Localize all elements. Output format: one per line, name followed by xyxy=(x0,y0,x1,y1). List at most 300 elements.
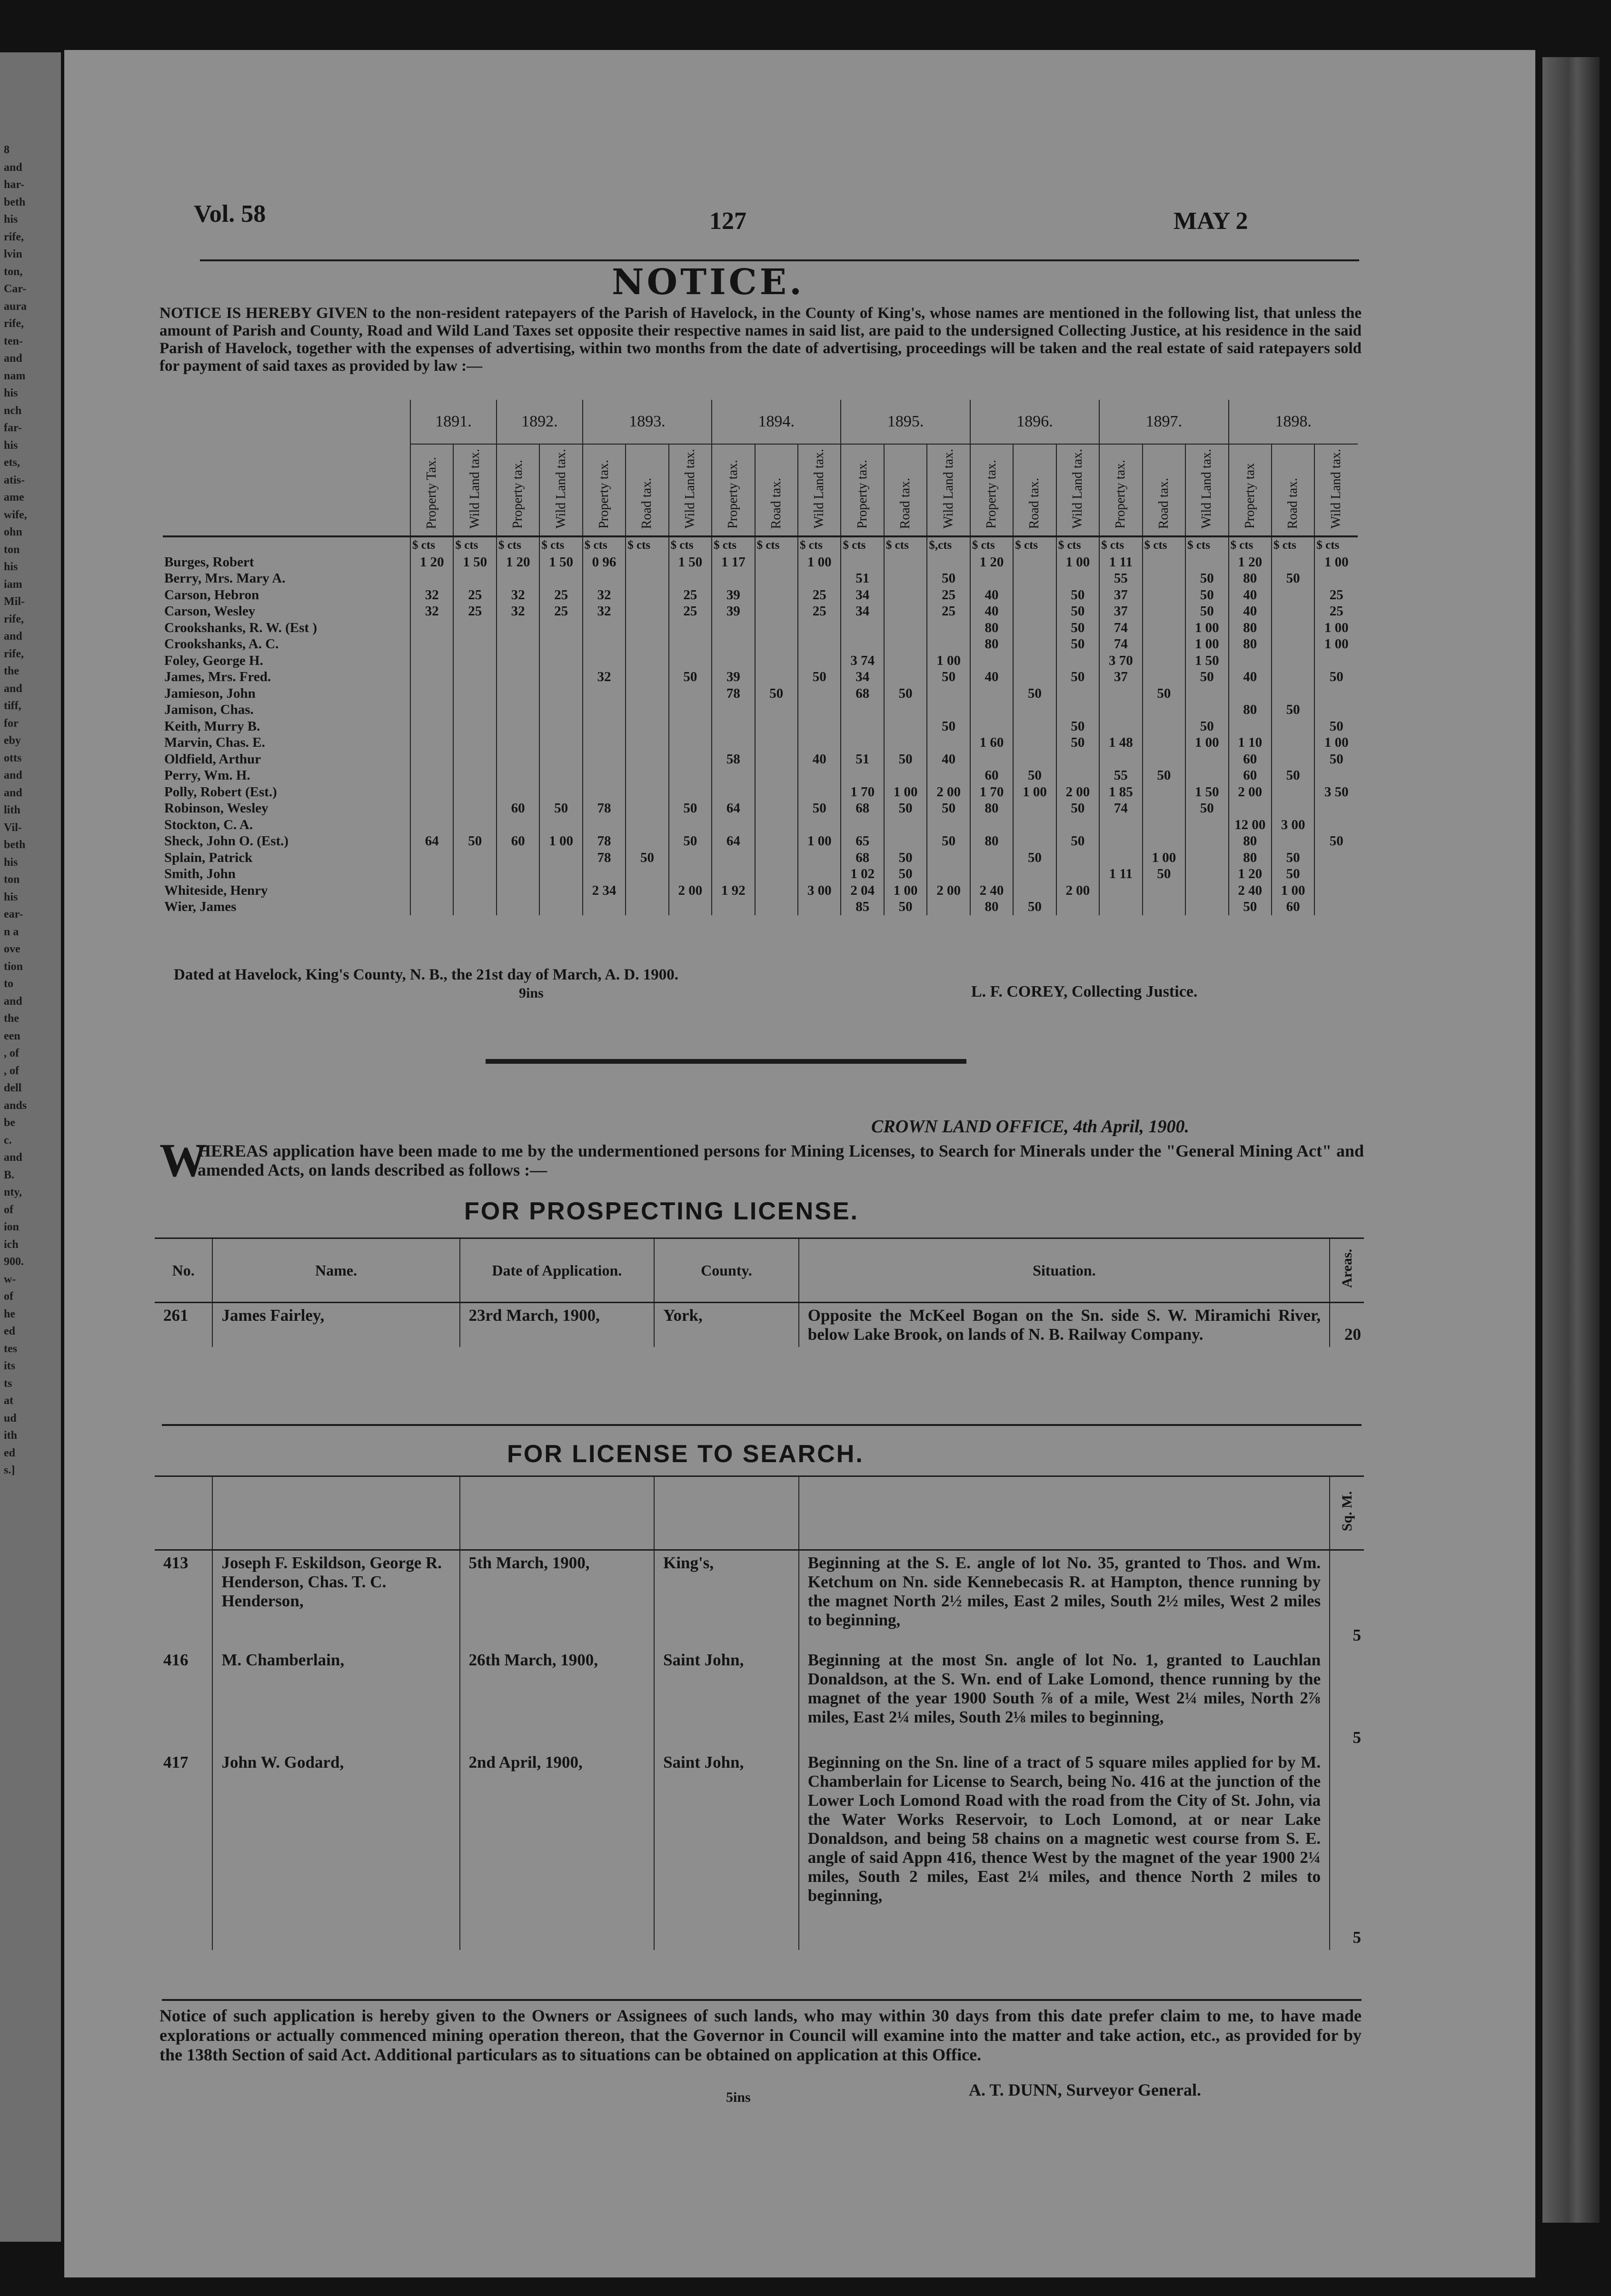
tax-amount: 50 xyxy=(1185,669,1228,685)
tax-amount: 1 00 xyxy=(1314,554,1358,571)
col-name: Name. xyxy=(212,1238,459,1303)
fragment-text: ton, xyxy=(4,265,23,278)
table-row xyxy=(163,751,1358,768)
tax-column-header: Road tax. xyxy=(1272,444,1314,536)
tax-amount xyxy=(1185,833,1228,850)
tax-amount xyxy=(755,751,798,768)
tax-amount xyxy=(841,554,884,571)
tax-amount xyxy=(1314,653,1358,669)
tax-amount xyxy=(970,702,1013,718)
tax-amount: 60 xyxy=(1229,767,1272,784)
tax-amount xyxy=(497,734,539,751)
fragment-text: ed xyxy=(4,1446,15,1459)
tax-amount xyxy=(1013,866,1056,882)
tax-amount: 32 xyxy=(497,587,539,604)
tax-amount xyxy=(497,784,539,801)
tax-amount xyxy=(539,899,582,915)
fragment-text: and xyxy=(4,995,22,1008)
tax-amount: 1 17 xyxy=(712,554,755,571)
tax-amount xyxy=(798,899,841,915)
tax-amount xyxy=(1143,570,1185,587)
tax-amount: 34 xyxy=(841,603,884,620)
tax-amount xyxy=(669,653,712,669)
tax-amount: 40 xyxy=(970,669,1013,685)
tax-amount: 50 xyxy=(1314,751,1358,768)
row-area: 5 xyxy=(1330,1750,1364,1950)
tax-amount xyxy=(626,882,668,899)
tax-column-header: Wild Land tax. xyxy=(669,444,712,536)
tax-amount xyxy=(669,767,712,784)
tax-amount: 50 xyxy=(1272,866,1314,882)
table-row xyxy=(155,1303,1364,1347)
tax-amount xyxy=(755,570,798,587)
tax-amount xyxy=(497,850,539,866)
tax-amount: 1 00 xyxy=(1314,734,1358,751)
tax-amount: 1 00 xyxy=(798,554,841,571)
table-row xyxy=(163,718,1358,735)
tax-amount xyxy=(755,734,798,751)
tax-amount xyxy=(497,899,539,915)
tax-amount xyxy=(798,653,841,669)
tax-amount: 68 xyxy=(841,685,884,702)
prospecting-heading: FOR PROSPECTING LICENSE. xyxy=(464,1197,859,1225)
tax-amount xyxy=(1185,751,1228,768)
fragment-text: ets, xyxy=(4,456,20,469)
tax-amount: 50 xyxy=(1272,850,1314,866)
search-heading: FOR LICENSE TO SEARCH. xyxy=(507,1440,864,1468)
tax-amount: 1 20 xyxy=(1229,554,1272,571)
tax-amount xyxy=(1099,899,1142,915)
tax-amount xyxy=(626,800,668,817)
tax-amount xyxy=(539,751,582,768)
tax-amount xyxy=(626,767,668,784)
fragment-text: c. xyxy=(4,1134,12,1147)
tax-amount xyxy=(1056,751,1099,768)
tax-amount: 25 xyxy=(453,603,496,620)
unit-label: $ cts xyxy=(970,536,1013,554)
tax-amount xyxy=(497,751,539,768)
fragment-text: 900. xyxy=(4,1256,24,1268)
tax-amount xyxy=(798,817,841,833)
tax-amount: 1 85 xyxy=(1099,784,1142,801)
ratepayer-name: Foley, George H. xyxy=(164,653,263,668)
tax-amount: 50 xyxy=(1272,767,1314,784)
tax-amount: 68 xyxy=(841,850,884,866)
ratepayer-name: Jamison, Chas. xyxy=(164,702,254,718)
tax-amount xyxy=(497,718,539,735)
tax-amount xyxy=(1013,554,1056,571)
unit-label: $ cts xyxy=(755,536,798,554)
year-header: 1893. xyxy=(583,400,712,444)
tax-amount xyxy=(453,636,496,653)
tax-amount xyxy=(970,850,1013,866)
tax-column-header: Wild Land tax. xyxy=(453,444,496,536)
ratepayer-name: Keith, Murry B. xyxy=(164,718,260,734)
fragment-text: ed xyxy=(4,1325,15,1337)
table-row xyxy=(163,653,1358,669)
tax-column-header: Wild Land tax. xyxy=(1056,444,1099,536)
tax-amount xyxy=(626,784,668,801)
tax-amount xyxy=(1013,620,1056,636)
tax-amount xyxy=(410,882,453,899)
tax-amount xyxy=(1272,636,1314,653)
unit-label: $ cts xyxy=(1272,536,1314,554)
tax-amount: 1 00 xyxy=(1185,620,1228,636)
tax-amount: 1 70 xyxy=(970,784,1013,801)
tax-amount xyxy=(1314,685,1358,702)
unit-label: $ cts xyxy=(669,536,712,554)
row-county: York, xyxy=(654,1303,799,1347)
tax-amount: 25 xyxy=(1314,587,1358,604)
tax-amount xyxy=(497,620,539,636)
tax-amount xyxy=(539,685,582,702)
tax-amount xyxy=(453,718,496,735)
tax-amount: 50 xyxy=(626,850,668,866)
tax-amount xyxy=(453,850,496,866)
tax-amount xyxy=(1056,850,1099,866)
fragment-text: its xyxy=(4,1360,15,1372)
tax-amount xyxy=(798,734,841,751)
tax-amount xyxy=(970,653,1013,669)
fragment-text: his xyxy=(4,891,18,903)
tax-amount: 1 10 xyxy=(1229,734,1272,751)
tax-column-header: Wild Land tax. xyxy=(798,444,841,536)
tax-amount: 78 xyxy=(583,850,626,866)
fragment-text: far- xyxy=(4,422,22,434)
page-number: 127 xyxy=(709,208,746,235)
tax-amount xyxy=(626,751,668,768)
tax-amount: 50 xyxy=(1185,587,1228,604)
tax-amount xyxy=(927,636,970,653)
tax-amount xyxy=(626,554,668,571)
tax-amount xyxy=(798,767,841,784)
tax-amount xyxy=(755,767,798,784)
tax-amount xyxy=(497,767,539,784)
tax-amount: 50 xyxy=(884,899,927,915)
tax-amount xyxy=(1314,702,1358,718)
tax-amount: 50 xyxy=(1143,685,1185,702)
row-county: Saint John, xyxy=(654,1750,799,1950)
tax-amount xyxy=(669,866,712,882)
tax-amount: 50 xyxy=(1314,833,1358,850)
tax-amount: 25 xyxy=(927,603,970,620)
tax-amount xyxy=(410,734,453,751)
tax-amount xyxy=(410,636,453,653)
tax-amount xyxy=(1013,734,1056,751)
tax-amount xyxy=(410,718,453,735)
tax-amount xyxy=(669,718,712,735)
tax-amount: 1 00 xyxy=(1314,620,1358,636)
tax-amount: 80 xyxy=(1229,850,1272,866)
tax-amount xyxy=(669,620,712,636)
tax-amount: 50 xyxy=(669,833,712,850)
fragment-text: B. xyxy=(4,1168,15,1181)
tax-amount xyxy=(583,620,626,636)
tax-amount xyxy=(927,850,970,866)
tax-amount xyxy=(712,817,755,833)
tax-amount xyxy=(755,603,798,620)
tax-column-header: Wild Land tax. xyxy=(539,444,582,536)
fragment-text: ich xyxy=(4,1238,19,1251)
tax-amount xyxy=(626,899,668,915)
tax-amount: 25 xyxy=(927,587,970,604)
issue-date: MAY 2 xyxy=(1173,208,1248,235)
fragment-text: Car- xyxy=(4,283,27,295)
tax-amount: 50 xyxy=(539,800,582,817)
fragment-text: rife, xyxy=(4,317,24,330)
tax-amount xyxy=(453,882,496,899)
tax-amount xyxy=(798,850,841,866)
tax-amount: 1 00 xyxy=(1185,636,1228,653)
fragment-text: eby xyxy=(4,734,21,747)
tax-amount xyxy=(841,620,884,636)
tax-amount xyxy=(1143,702,1185,718)
table-row xyxy=(155,1750,1364,1950)
tax-amount xyxy=(970,570,1013,587)
notice-title: NOTICE. xyxy=(612,262,805,303)
tax-amount xyxy=(497,817,539,833)
tax-amount xyxy=(1272,554,1314,571)
tax-amount xyxy=(927,817,970,833)
tax-amount: 1 50 xyxy=(1185,653,1228,669)
tax-amount: 32 xyxy=(410,587,453,604)
tax-amount: 40 xyxy=(1229,603,1272,620)
fragment-text: and xyxy=(4,769,22,782)
table-row xyxy=(163,636,1358,653)
previous-page-strip xyxy=(0,52,61,2242)
tax-amount: 50 xyxy=(1013,685,1056,702)
unit-label: $ cts xyxy=(1229,536,1272,554)
table-row xyxy=(163,866,1358,882)
ratepayer-name: Polly, Robert (Est.) xyxy=(164,784,277,800)
tax-amount: 1 11 xyxy=(1099,866,1142,882)
tax-amount xyxy=(1056,570,1099,587)
tax-amount xyxy=(410,899,453,915)
tax-amount xyxy=(410,570,453,587)
tax-amount: 50 xyxy=(884,850,927,866)
tax-amount: 50 xyxy=(927,570,970,587)
tax-amount: 50 xyxy=(1056,833,1099,850)
tax-amount: 74 xyxy=(1099,800,1142,817)
tax-amount: 3 74 xyxy=(841,653,884,669)
table-row xyxy=(163,767,1358,784)
tax-amount: 1 20 xyxy=(497,554,539,571)
tax-amount xyxy=(626,817,668,833)
table-row xyxy=(163,570,1358,587)
tax-amount xyxy=(755,620,798,636)
tax-amount: 78 xyxy=(583,833,626,850)
tax-amount: 2 04 xyxy=(841,882,884,899)
tax-amount xyxy=(927,554,970,571)
fragment-text: ith xyxy=(4,1429,18,1442)
unit-label: $ cts xyxy=(497,536,539,554)
tax-amount: 2 40 xyxy=(970,882,1013,899)
tax-amount: 3 70 xyxy=(1099,653,1142,669)
tax-amount: 60 xyxy=(970,767,1013,784)
tax-amount: 39 xyxy=(712,603,755,620)
tax-amount xyxy=(539,767,582,784)
tax-amount xyxy=(1143,800,1185,817)
tax-amount xyxy=(453,669,496,685)
tax-amount: 40 xyxy=(1229,587,1272,604)
tax-amount xyxy=(1229,653,1272,669)
unit-label: $ cts xyxy=(798,536,841,554)
tax-amount: 3 00 xyxy=(798,882,841,899)
tax-amount: 80 xyxy=(1229,636,1272,653)
tax-amount xyxy=(798,702,841,718)
tax-amount: 40 xyxy=(798,751,841,768)
unit-label: $ cts xyxy=(539,536,582,554)
tax-amount xyxy=(410,653,453,669)
tax-amount xyxy=(583,734,626,751)
fragment-text: atis- xyxy=(4,474,25,486)
tax-amount xyxy=(453,620,496,636)
tax-amount xyxy=(841,718,884,735)
tax-amount: 50 xyxy=(1272,570,1314,587)
tax-amount xyxy=(583,899,626,915)
tax-amount xyxy=(884,767,927,784)
tax-amount xyxy=(669,817,712,833)
tax-amount xyxy=(453,817,496,833)
row-no: 413 xyxy=(163,1554,189,1572)
fragment-text: beth xyxy=(4,839,26,851)
tax-amount xyxy=(755,554,798,571)
row-county: King's, xyxy=(654,1550,799,1648)
tax-column-header: Road tax. xyxy=(626,444,668,536)
fragment-text: ton xyxy=(4,873,20,886)
tax-amount xyxy=(1185,866,1228,882)
tax-amount xyxy=(626,669,668,685)
tax-amount xyxy=(798,620,841,636)
tax-amount xyxy=(841,817,884,833)
tax-amount xyxy=(583,751,626,768)
table-row xyxy=(163,882,1358,899)
year-header: 1898. xyxy=(1229,400,1358,444)
fragment-text: to xyxy=(4,978,13,990)
prospecting-bottom-rule xyxy=(162,1424,1362,1426)
tax-amount xyxy=(798,636,841,653)
fragment-text: and xyxy=(4,352,22,365)
drop-cap: W xyxy=(159,1134,207,1187)
tax-amount xyxy=(1314,899,1358,915)
tax-amount: 1 20 xyxy=(970,554,1013,571)
tax-amount xyxy=(1143,751,1185,768)
tax-amount xyxy=(1229,800,1272,817)
tax-amount: 37 xyxy=(1099,603,1142,620)
tax-amount: 25 xyxy=(798,603,841,620)
unit-label: $ cts xyxy=(1185,536,1228,554)
tax-amount: 25 xyxy=(669,603,712,620)
fragment-text: tion xyxy=(4,960,23,973)
ratepayer-name: Splain, Patrick xyxy=(164,850,253,865)
fragment-text: ame xyxy=(4,491,24,504)
fragment-text: and xyxy=(4,161,22,174)
tax-amount: 32 xyxy=(583,669,626,685)
tax-amount xyxy=(583,702,626,718)
tax-amount: 80 xyxy=(970,833,1013,850)
fragment-text: the xyxy=(4,1012,19,1025)
tax-amount: 50 xyxy=(927,718,970,735)
tax-amount: 1 00 xyxy=(1185,734,1228,751)
search-bottom-rule xyxy=(162,1999,1362,2001)
tax-amount xyxy=(755,702,798,718)
tax-amount: 12 00 xyxy=(1229,817,1272,833)
tax-amount: 34 xyxy=(841,669,884,685)
tax-amount: 74 xyxy=(1099,620,1142,636)
tax-amount xyxy=(626,587,668,604)
fragment-text: s.] xyxy=(4,1464,15,1476)
row-area: 5 xyxy=(1330,1648,1364,1750)
tax-amount xyxy=(497,636,539,653)
tax-amount xyxy=(1099,751,1142,768)
section-divider xyxy=(486,1059,966,1064)
tax-amount xyxy=(1272,833,1314,850)
col-sq-m: Sq. M. xyxy=(1330,1476,1364,1550)
tax-amount: 50 xyxy=(1056,669,1099,685)
tax-amount xyxy=(1056,685,1099,702)
tax-amount xyxy=(539,653,582,669)
tax-amount xyxy=(539,570,582,587)
fragment-text: and xyxy=(4,630,22,643)
tax-amount xyxy=(712,899,755,915)
fragment-text: rife, xyxy=(4,613,24,625)
tax-amount xyxy=(712,570,755,587)
fragment-text: for xyxy=(4,717,19,730)
tax-amount: 1 02 xyxy=(841,866,884,882)
tax-amount xyxy=(1056,899,1099,915)
tax-amount: 78 xyxy=(583,800,626,817)
tax-amount xyxy=(1013,636,1056,653)
tax-amount xyxy=(497,653,539,669)
tax-amount xyxy=(410,817,453,833)
tax-amount: 78 xyxy=(712,685,755,702)
tax-amount xyxy=(453,751,496,768)
tax-amount xyxy=(1013,882,1056,899)
tax-amount xyxy=(1314,866,1358,882)
tax-amount xyxy=(1185,899,1228,915)
tax-amount xyxy=(583,866,626,882)
unit-label: $ cts xyxy=(583,536,626,554)
tax-amount xyxy=(884,570,927,587)
tax-amount xyxy=(453,899,496,915)
tax-amount xyxy=(1143,620,1185,636)
tax-amount xyxy=(1272,603,1314,620)
tax-amount: 1 70 xyxy=(841,784,884,801)
tax-amount: 50 xyxy=(1185,603,1228,620)
tax-amount: 80 xyxy=(1229,620,1272,636)
ratepayer-name: Carson, Wesley xyxy=(164,604,256,619)
tax-amount xyxy=(1099,833,1142,850)
fragment-text: rife, xyxy=(4,647,24,660)
unit-label: $ cts xyxy=(841,536,884,554)
tax-amount xyxy=(1185,817,1228,833)
tax-amount xyxy=(410,702,453,718)
tax-amount xyxy=(927,620,970,636)
tax-amount xyxy=(410,620,453,636)
col-date: Date of Application. xyxy=(460,1238,655,1303)
tax-amount xyxy=(841,767,884,784)
surveyor-signature: A. T. DUNN, Surveyor General. xyxy=(969,2080,1201,2099)
table-row xyxy=(163,899,1358,915)
tax-amount: 50 xyxy=(1013,767,1056,784)
tax-amount: 1 00 xyxy=(884,784,927,801)
tax-amount xyxy=(583,817,626,833)
fragment-text: ion xyxy=(4,1221,20,1233)
tax-amount xyxy=(1013,817,1056,833)
unit-label: $ cts xyxy=(884,536,927,554)
tax-amount xyxy=(1099,685,1142,702)
tax-amount xyxy=(453,702,496,718)
